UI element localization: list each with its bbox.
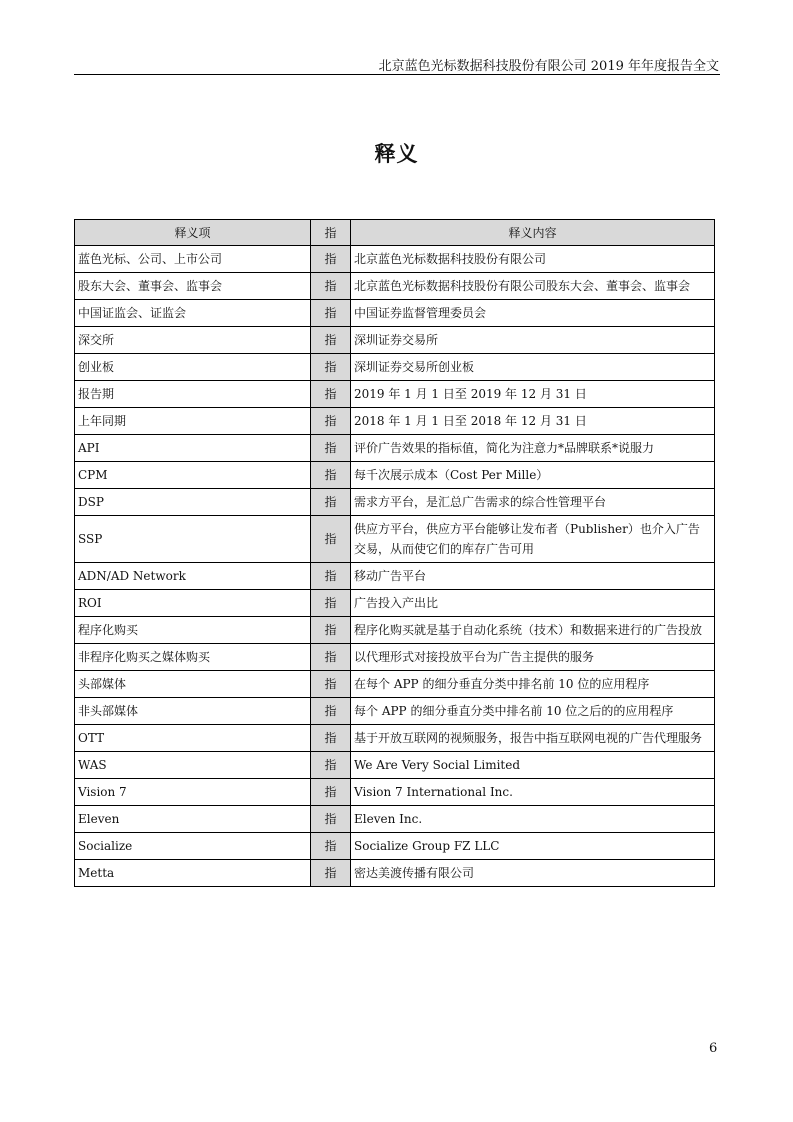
cell-definition: 每个 APP 的细分垂直分类中排名前 10 位之后的的应用程序 — [351, 698, 715, 725]
cell-term: OTT — [75, 725, 311, 752]
table-row — [75, 408, 715, 435]
cell-definition: 评价广告效果的指标值，简化为注意力*品牌联系*说服力 — [351, 435, 715, 462]
header-ref: 指 — [311, 220, 351, 246]
page-title: 释义 — [374, 141, 419, 166]
cell-definition: 密达美渡传播有限公司 — [351, 860, 715, 887]
cell-ref: 指 — [311, 462, 351, 489]
header-definition: 释义内容 — [351, 220, 715, 246]
cell-definition: 移动广告平台 — [351, 563, 715, 590]
cell-definition: 供应方平台，供应方平台能够让发布者（Publisher）也介入广告交易，从而使它们的库存广告可用 — [351, 516, 715, 563]
cell-definition: 北京蓝色光标数据科技股份有限公司 — [351, 246, 715, 273]
table-body — [75, 246, 715, 887]
table-row — [75, 381, 715, 408]
cell-ref: 指 — [311, 273, 351, 300]
cell-term: 蓝色光标、公司、上市公司 — [75, 246, 311, 273]
table-row — [75, 489, 715, 516]
cell-definition: 2019 年 1 月 1 日至 2019 年 12 月 31 日 — [351, 381, 715, 408]
table-row — [75, 273, 715, 300]
cell-ref: 指 — [311, 806, 351, 833]
cell-definition: 需求方平台，是汇总广告需求的综合性管理平台 — [351, 489, 715, 516]
table-row — [75, 590, 715, 617]
page-header: 北京蓝色光标数据科技股份有限公司 2019 年年度报告全文 — [378, 59, 719, 74]
cell-definition: Eleven Inc. — [351, 806, 715, 833]
cell-ref: 指 — [311, 516, 351, 563]
cell-definition: 每千次展示成本（Cost Per Mille） — [351, 462, 715, 489]
table-row — [75, 563, 715, 590]
table-row — [75, 725, 715, 752]
definitions-table — [74, 219, 715, 887]
table-row — [75, 246, 715, 273]
cell-ref: 指 — [311, 833, 351, 860]
cell-definition: 程序化购买就是基于自动化系统（技术）和数据来进行的广告投放 — [351, 617, 715, 644]
table-row — [75, 752, 715, 779]
cell-ref: 指 — [311, 381, 351, 408]
cell-term: 非程序化购买之媒体购买 — [75, 644, 311, 671]
cell-term: DSP — [75, 489, 311, 516]
table-row — [75, 698, 715, 725]
table-row — [75, 671, 715, 698]
cell-ref: 指 — [311, 246, 351, 273]
cell-term: API — [75, 435, 311, 462]
table-row — [75, 644, 715, 671]
cell-definition: 中国证券监督管理委员会 — [351, 300, 715, 327]
cell-term: 股东大会、董事会、监事会 — [75, 273, 311, 300]
cell-definition: Vision 7 International Inc. — [351, 779, 715, 806]
cell-ref: 指 — [311, 725, 351, 752]
table-row — [75, 779, 715, 806]
table-row — [75, 806, 715, 833]
table-row — [75, 300, 715, 327]
cell-term: 深交所 — [75, 327, 311, 354]
cell-definition: Socialize Group FZ LLC — [351, 833, 715, 860]
cell-ref: 指 — [311, 779, 351, 806]
cell-definition: We Are Very Social Limited — [351, 752, 715, 779]
cell-ref: 指 — [311, 408, 351, 435]
cell-definition: 深圳证券交易所 — [351, 327, 715, 354]
table-row — [75, 462, 715, 489]
table-row — [75, 860, 715, 887]
cell-definition: 广告投入产出比 — [351, 590, 715, 617]
cell-term: 上年同期 — [75, 408, 311, 435]
header-term: 释义项 — [75, 220, 311, 246]
table-row — [75, 435, 715, 462]
table-header-row — [75, 220, 715, 246]
cell-ref: 指 — [311, 300, 351, 327]
cell-definition: 在每个 APP 的细分垂直分类中排名前 10 位的应用程序 — [351, 671, 715, 698]
cell-definition: 北京蓝色光标数据科技股份有限公司股东大会、董事会、监事会 — [351, 273, 715, 300]
table-row — [75, 617, 715, 644]
table-row — [75, 327, 715, 354]
cell-term: 非头部媒体 — [75, 698, 311, 725]
cell-ref: 指 — [311, 354, 351, 381]
page-number: 6 — [709, 1041, 718, 1056]
cell-definition: 2018 年 1 月 1 日至 2018 年 12 月 31 日 — [351, 408, 715, 435]
cell-term: WAS — [75, 752, 311, 779]
cell-term: 程序化购买 — [75, 617, 311, 644]
cell-term: 头部媒体 — [75, 671, 311, 698]
cell-term: 创业板 — [75, 354, 311, 381]
cell-ref: 指 — [311, 698, 351, 725]
cell-ref: 指 — [311, 644, 351, 671]
cell-definition: 深圳证券交易所创业板 — [351, 354, 715, 381]
cell-ref: 指 — [311, 860, 351, 887]
header-rule — [74, 74, 720, 75]
cell-term: 中国证监会、证监会 — [75, 300, 311, 327]
cell-term: Metta — [75, 860, 311, 887]
cell-term: ROI — [75, 590, 311, 617]
cell-ref: 指 — [311, 489, 351, 516]
cell-ref: 指 — [311, 563, 351, 590]
table-row — [75, 354, 715, 381]
cell-ref: 指 — [311, 327, 351, 354]
cell-definition: 以代理形式对接投放平台为广告主提供的服务 — [351, 644, 715, 671]
cell-ref: 指 — [311, 590, 351, 617]
table-row — [75, 516, 715, 563]
cell-ref: 指 — [311, 671, 351, 698]
cell-ref: 指 — [311, 617, 351, 644]
cell-term: ADN/AD Network — [75, 563, 311, 590]
cell-term: SSP — [75, 516, 311, 563]
cell-ref: 指 — [311, 435, 351, 462]
cell-term: Vision 7 — [75, 779, 311, 806]
cell-term: 报告期 — [75, 381, 311, 408]
cell-definition: 基于开放互联网的视频服务，报告中指互联网电视的广告代理服务 — [351, 725, 715, 752]
cell-ref: 指 — [311, 752, 351, 779]
cell-term: Eleven — [75, 806, 311, 833]
cell-term: Socialize — [75, 833, 311, 860]
table-row — [75, 833, 715, 860]
cell-term: CPM — [75, 462, 311, 489]
